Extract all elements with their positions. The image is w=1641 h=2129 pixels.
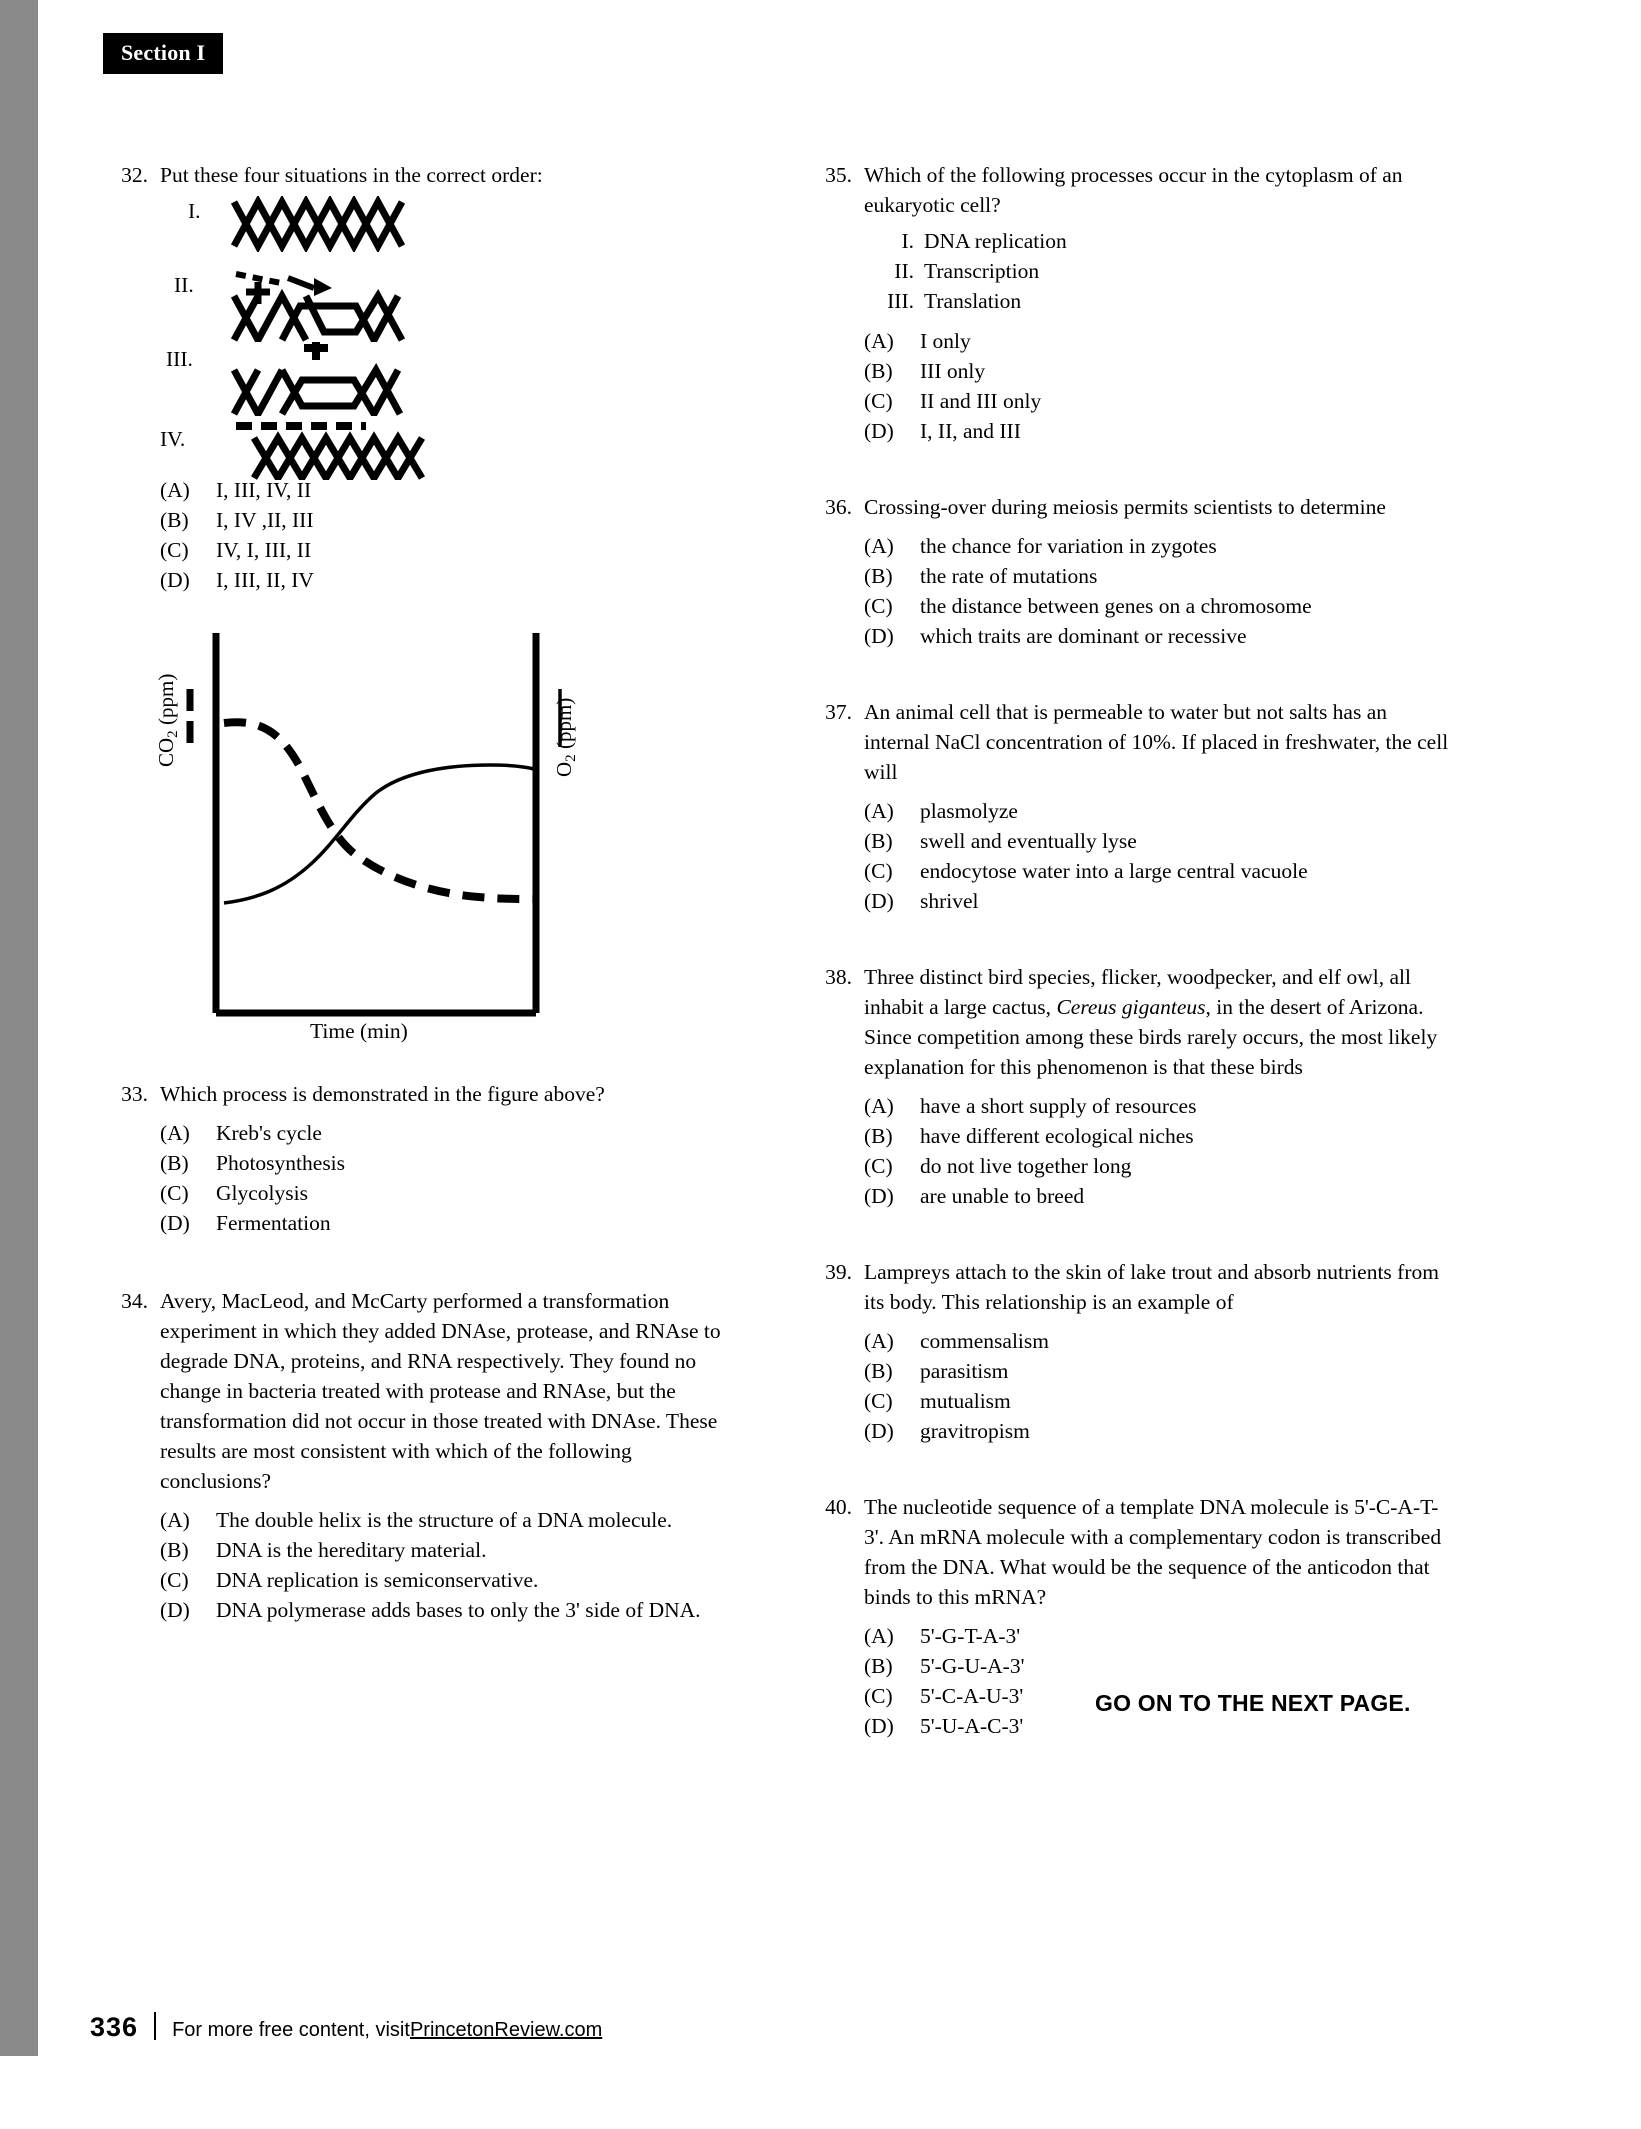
right-column — [812, 160, 1452, 1767]
choice-b-label: (B) — [864, 564, 893, 588]
choice-c-text: Glycolysis — [216, 1181, 308, 1205]
choice-d[interactable] — [864, 416, 1452, 446]
page-number: 336 — [90, 2012, 139, 2042]
choice-b-text: the rate of mutations — [920, 564, 1098, 588]
choice-a[interactable] — [160, 475, 748, 505]
choice-a-text: 5'-G-T-A-3' — [920, 1624, 1021, 1648]
question-33-choices — [160, 1118, 748, 1238]
choice-a[interactable] — [864, 1326, 1452, 1356]
choice-c-label: (C) — [864, 1389, 893, 1413]
choice-c[interactable] — [160, 1178, 748, 1208]
roman-item-i — [878, 226, 1452, 256]
choice-d[interactable] — [864, 886, 1452, 916]
graph-y-left-axis-label: $CO_2$ (ppm) — [154, 673, 182, 767]
choice-d-label: (D) — [160, 568, 190, 592]
figure-co2-o2-graph — [154, 627, 590, 1057]
situation-label-iii: III. — [166, 347, 193, 371]
choice-d[interactable] — [160, 1595, 748, 1625]
question-38 — [812, 962, 1452, 1211]
question-40-text: The nucleotide sequence of a template DNA molecule is 5'-C-A-T-3'. An mRNA molecule with a complementary codon is transcribed from the DNA. What would be the sequence of the anticodon that binds to this mRNA? — [864, 1495, 1442, 1609]
question-34-text: Avery, MacLeod, and McCarty performed a transformation experiment in which they added DNAse, protease, and RNAse to degrade DNA, proteins, and RNA respectively. They found no change in bacteria treated with protease and RNAse, but the transformation did not occur in those treated with DNAse. These results are most consistent with which of the following conclusions? — [160, 1289, 721, 1493]
choice-d[interactable] — [864, 1181, 1452, 1211]
choice-a-label: (A) — [864, 1329, 894, 1353]
choice-d-text: Fermentation — [216, 1211, 331, 1235]
situation-label-iv: IV. — [160, 427, 186, 451]
choice-b[interactable] — [864, 561, 1452, 591]
choice-a-label: (A) — [864, 329, 894, 353]
choice-a-label: (A) — [864, 1094, 894, 1118]
choice-d[interactable] — [864, 621, 1452, 651]
choice-c-text: endocytose water into a large central vacuole — [920, 859, 1308, 883]
footer-link[interactable]: PrincetonReview.com — [409, 2019, 603, 2041]
question-38-text — [864, 962, 1452, 1082]
roman-iii-text: Translation — [924, 289, 1022, 313]
choice-a-label: (A) — [160, 1121, 190, 1145]
choice-c-label: (C) — [864, 594, 893, 618]
roman-item-iii — [878, 286, 1452, 316]
choice-a-text: I, III, IV, II — [216, 478, 312, 502]
choice-d[interactable] — [160, 565, 748, 595]
choice-b-label: (B) — [864, 1654, 893, 1678]
question-38-choices — [864, 1091, 1452, 1211]
footer-divider — [154, 2012, 156, 2040]
choice-c[interactable] — [864, 856, 1452, 886]
roman-i-label: I. — [901, 229, 914, 253]
choice-a-text: Kreb's cycle — [216, 1121, 322, 1145]
question-40-choices — [864, 1621, 1452, 1741]
choice-a-text: I only — [920, 329, 971, 353]
question-32-number: 32. — [121, 163, 148, 187]
choice-c[interactable] — [864, 1386, 1452, 1416]
question-39 — [812, 1257, 1452, 1446]
choice-a-label: (A) — [864, 1624, 894, 1648]
situation-label-i: I. — [188, 199, 201, 223]
choice-b-text: I, IV ,II, III — [216, 508, 314, 532]
choice-b-text: have different ecological niches — [920, 1124, 1194, 1148]
choice-c-text: II and III only — [920, 389, 1042, 413]
choice-a-text: plasmolyze — [920, 799, 1018, 823]
question-34 — [108, 1286, 748, 1625]
question-38-species-name: Cereus giganteus — [1056, 995, 1206, 1019]
choice-c-text: the distance between genes on a chromosome — [920, 594, 1312, 618]
choice-c-label: (C) — [160, 1181, 189, 1205]
choice-c[interactable] — [864, 386, 1452, 416]
choice-d-label: (D) — [864, 1714, 894, 1738]
choice-b-label: (B) — [864, 829, 893, 853]
choice-a[interactable] — [864, 531, 1452, 561]
choice-a-label: (A) — [160, 478, 190, 502]
question-32 — [108, 160, 748, 595]
choice-c-label: (C) — [160, 538, 189, 562]
choice-b[interactable] — [864, 1651, 1452, 1681]
graph-svg — [160, 627, 590, 1027]
situation-label-ii: II. — [174, 273, 194, 297]
question-37-number: 37. — [825, 700, 852, 724]
section-tag: Section I — [103, 33, 223, 74]
choice-b[interactable] — [160, 1148, 748, 1178]
question-33-number: 33. — [121, 1082, 148, 1106]
choice-b[interactable] — [864, 1356, 1452, 1386]
question-36-number: 36. — [825, 495, 852, 519]
choice-d-text: I, III, II, IV — [216, 568, 314, 592]
question-37 — [812, 697, 1452, 916]
choice-c-label: (C) — [864, 1684, 893, 1708]
choice-b-text: III only — [920, 359, 986, 383]
choice-d-text: 5'-U-A-C-3' — [920, 1714, 1024, 1738]
choice-a-label: (A) — [864, 799, 894, 823]
choice-b[interactable] — [864, 356, 1452, 386]
graph-y-right-axis-label: $O_2$ (ppm) — [552, 697, 580, 777]
question-35 — [812, 160, 1452, 446]
choice-b[interactable] — [160, 505, 748, 535]
choice-d-text: are unable to breed — [920, 1184, 1085, 1208]
question-35-number: 35. — [825, 163, 852, 187]
page-spine-decoration — [0, 0, 38, 2056]
question-39-choices — [864, 1326, 1452, 1446]
left-column — [108, 160, 748, 1651]
roman-ii-label: II. — [894, 259, 914, 283]
choice-c[interactable] — [160, 535, 748, 565]
situation-ii-diagram — [228, 262, 418, 342]
question-32-choices — [160, 475, 748, 595]
choice-a-label: (A) — [864, 534, 894, 558]
question-38-number: 38. — [825, 965, 852, 989]
choice-d[interactable] — [160, 1208, 748, 1238]
question-36 — [812, 492, 1452, 651]
question-37-text: An animal cell that is permeable to water but not salts has an internal NaCl concentration of 10%. If placed in freshwater, the cell will — [864, 700, 1449, 784]
choice-b-text: Photosynthesis — [216, 1151, 346, 1175]
choice-a-label: (A) — [160, 1508, 190, 1532]
choice-d-label: (D) — [864, 1184, 894, 1208]
situation-i-diagram — [228, 196, 418, 252]
choice-c-text: do not live together long — [920, 1154, 1132, 1178]
choice-b-text: 5'-G-U-A-3' — [920, 1654, 1025, 1678]
situation-iii-diagram — [228, 342, 418, 416]
choice-c[interactable] — [160, 1565, 748, 1595]
choice-a[interactable] — [864, 796, 1452, 826]
question-39-number: 39. — [825, 1260, 852, 1284]
choice-d-label: (D) — [160, 1211, 190, 1235]
choice-d-text: DNA polymerase adds bases to only the 3' side of DNA. — [216, 1598, 701, 1622]
question-36-choices — [864, 531, 1452, 651]
question-40-number: 40. — [825, 1495, 852, 1519]
choice-a[interactable] — [864, 1621, 1452, 1651]
choice-b-label: (B) — [864, 359, 893, 383]
roman-item-ii — [878, 256, 1452, 286]
choice-b[interactable] — [864, 1121, 1452, 1151]
choice-d-text: which traits are dominant or recessive — [920, 624, 1247, 648]
situation-iv-diagram — [232, 418, 432, 480]
footer-text: For more free content, visit — [172, 2019, 410, 2041]
question-35-text: Which of the following processes occur in the cytoplasm of an eukaryotic cell? — [864, 163, 1403, 217]
choice-d-label: (D) — [864, 419, 894, 443]
choice-d-label: (D) — [864, 889, 894, 913]
choice-c[interactable] — [864, 591, 1452, 621]
question-34-number: 34. — [121, 1289, 148, 1313]
choice-d-text: I, II, and III — [920, 419, 1021, 443]
choice-c[interactable] — [864, 1151, 1452, 1181]
choice-d-label: (D) — [864, 1419, 894, 1443]
choice-a-text: have a short supply of resources — [920, 1094, 1197, 1118]
question-37-choices — [864, 796, 1452, 916]
choice-c-label: (C) — [864, 859, 893, 883]
choice-a[interactable] — [160, 1118, 748, 1148]
choice-c-text: 5'-C-A-U-3' — [920, 1684, 1024, 1708]
question-35-choices — [864, 326, 1452, 446]
choice-b-text: DNA is the hereditary material. — [216, 1538, 487, 1562]
graph-x-axis-label: Time (min) — [310, 1019, 408, 1043]
choice-c-label: (C) — [160, 1568, 189, 1592]
choice-b-label: (B) — [864, 1359, 893, 1383]
choice-c-label: (C) — [864, 389, 893, 413]
choice-b-label: (B) — [160, 1151, 189, 1175]
choice-a-text: The double helix is the structure of a DNA molecule. — [216, 1508, 673, 1532]
choice-d[interactable] — [864, 1416, 1452, 1446]
question-33-text: Which process is demonstrated in the figure above? — [160, 1082, 605, 1106]
figure-four-situations — [160, 196, 480, 466]
choice-a-text: commensalism — [920, 1329, 1049, 1353]
choice-a[interactable] — [864, 1091, 1452, 1121]
question-32-text: Put these four situations in the correct order: — [160, 163, 543, 187]
choice-d-label: (D) — [864, 624, 894, 648]
choice-d-label: (D) — [160, 1598, 190, 1622]
go-on-next-page-notice: GO ON TO THE NEXT PAGE. — [1095, 1690, 1411, 1716]
question-38-text-part1: Three distinct bird species, flicker, woodpecker, and elf owl, all inhabit a large cactus, — [864, 965, 1411, 1019]
choice-c-label: (C) — [864, 1154, 893, 1178]
choice-b-label: (B) — [160, 508, 189, 532]
question-34-choices — [160, 1505, 748, 1625]
choice-a[interactable] — [864, 326, 1452, 356]
roman-ii-text: Transcription — [924, 259, 1040, 283]
question-33 — [108, 1079, 748, 1238]
choice-d-text: shrivel — [920, 889, 979, 913]
roman-iii-label: III. — [887, 289, 914, 313]
page-footer — [90, 2008, 602, 2043]
choice-a-text: the chance for variation in zygotes — [920, 534, 1217, 558]
choice-a[interactable] — [160, 1505, 748, 1535]
choice-b[interactable] — [160, 1535, 748, 1565]
choice-c-text: mutualism — [920, 1389, 1011, 1413]
choice-b[interactable] — [864, 826, 1452, 856]
choice-b-label: (B) — [160, 1538, 189, 1562]
question-38-text-part2: , in the desert of Arizona. Since competition among these birds rarely occurs, the most likely explanation for this phenomenon is that these birds — [864, 995, 1438, 1079]
question-35-roman-list — [878, 226, 1452, 316]
choice-c-text: IV, I, III, II — [216, 538, 312, 562]
choice-b-text: parasitism — [920, 1359, 1009, 1383]
question-36-text: Crossing-over during meiosis permits scientists to determine — [864, 495, 1386, 519]
question-39-text: Lampreys attach to the skin of lake trout and absorb nutrients from its body. This relationship is an example of — [864, 1260, 1439, 1314]
choice-c-text: DNA replication is semiconservative. — [216, 1568, 539, 1592]
choice-d-text: gravitropism — [920, 1419, 1030, 1443]
choice-b-text: swell and eventually lyse — [920, 829, 1137, 853]
roman-i-text: DNA replication — [924, 229, 1067, 253]
choice-b-label: (B) — [864, 1124, 893, 1148]
